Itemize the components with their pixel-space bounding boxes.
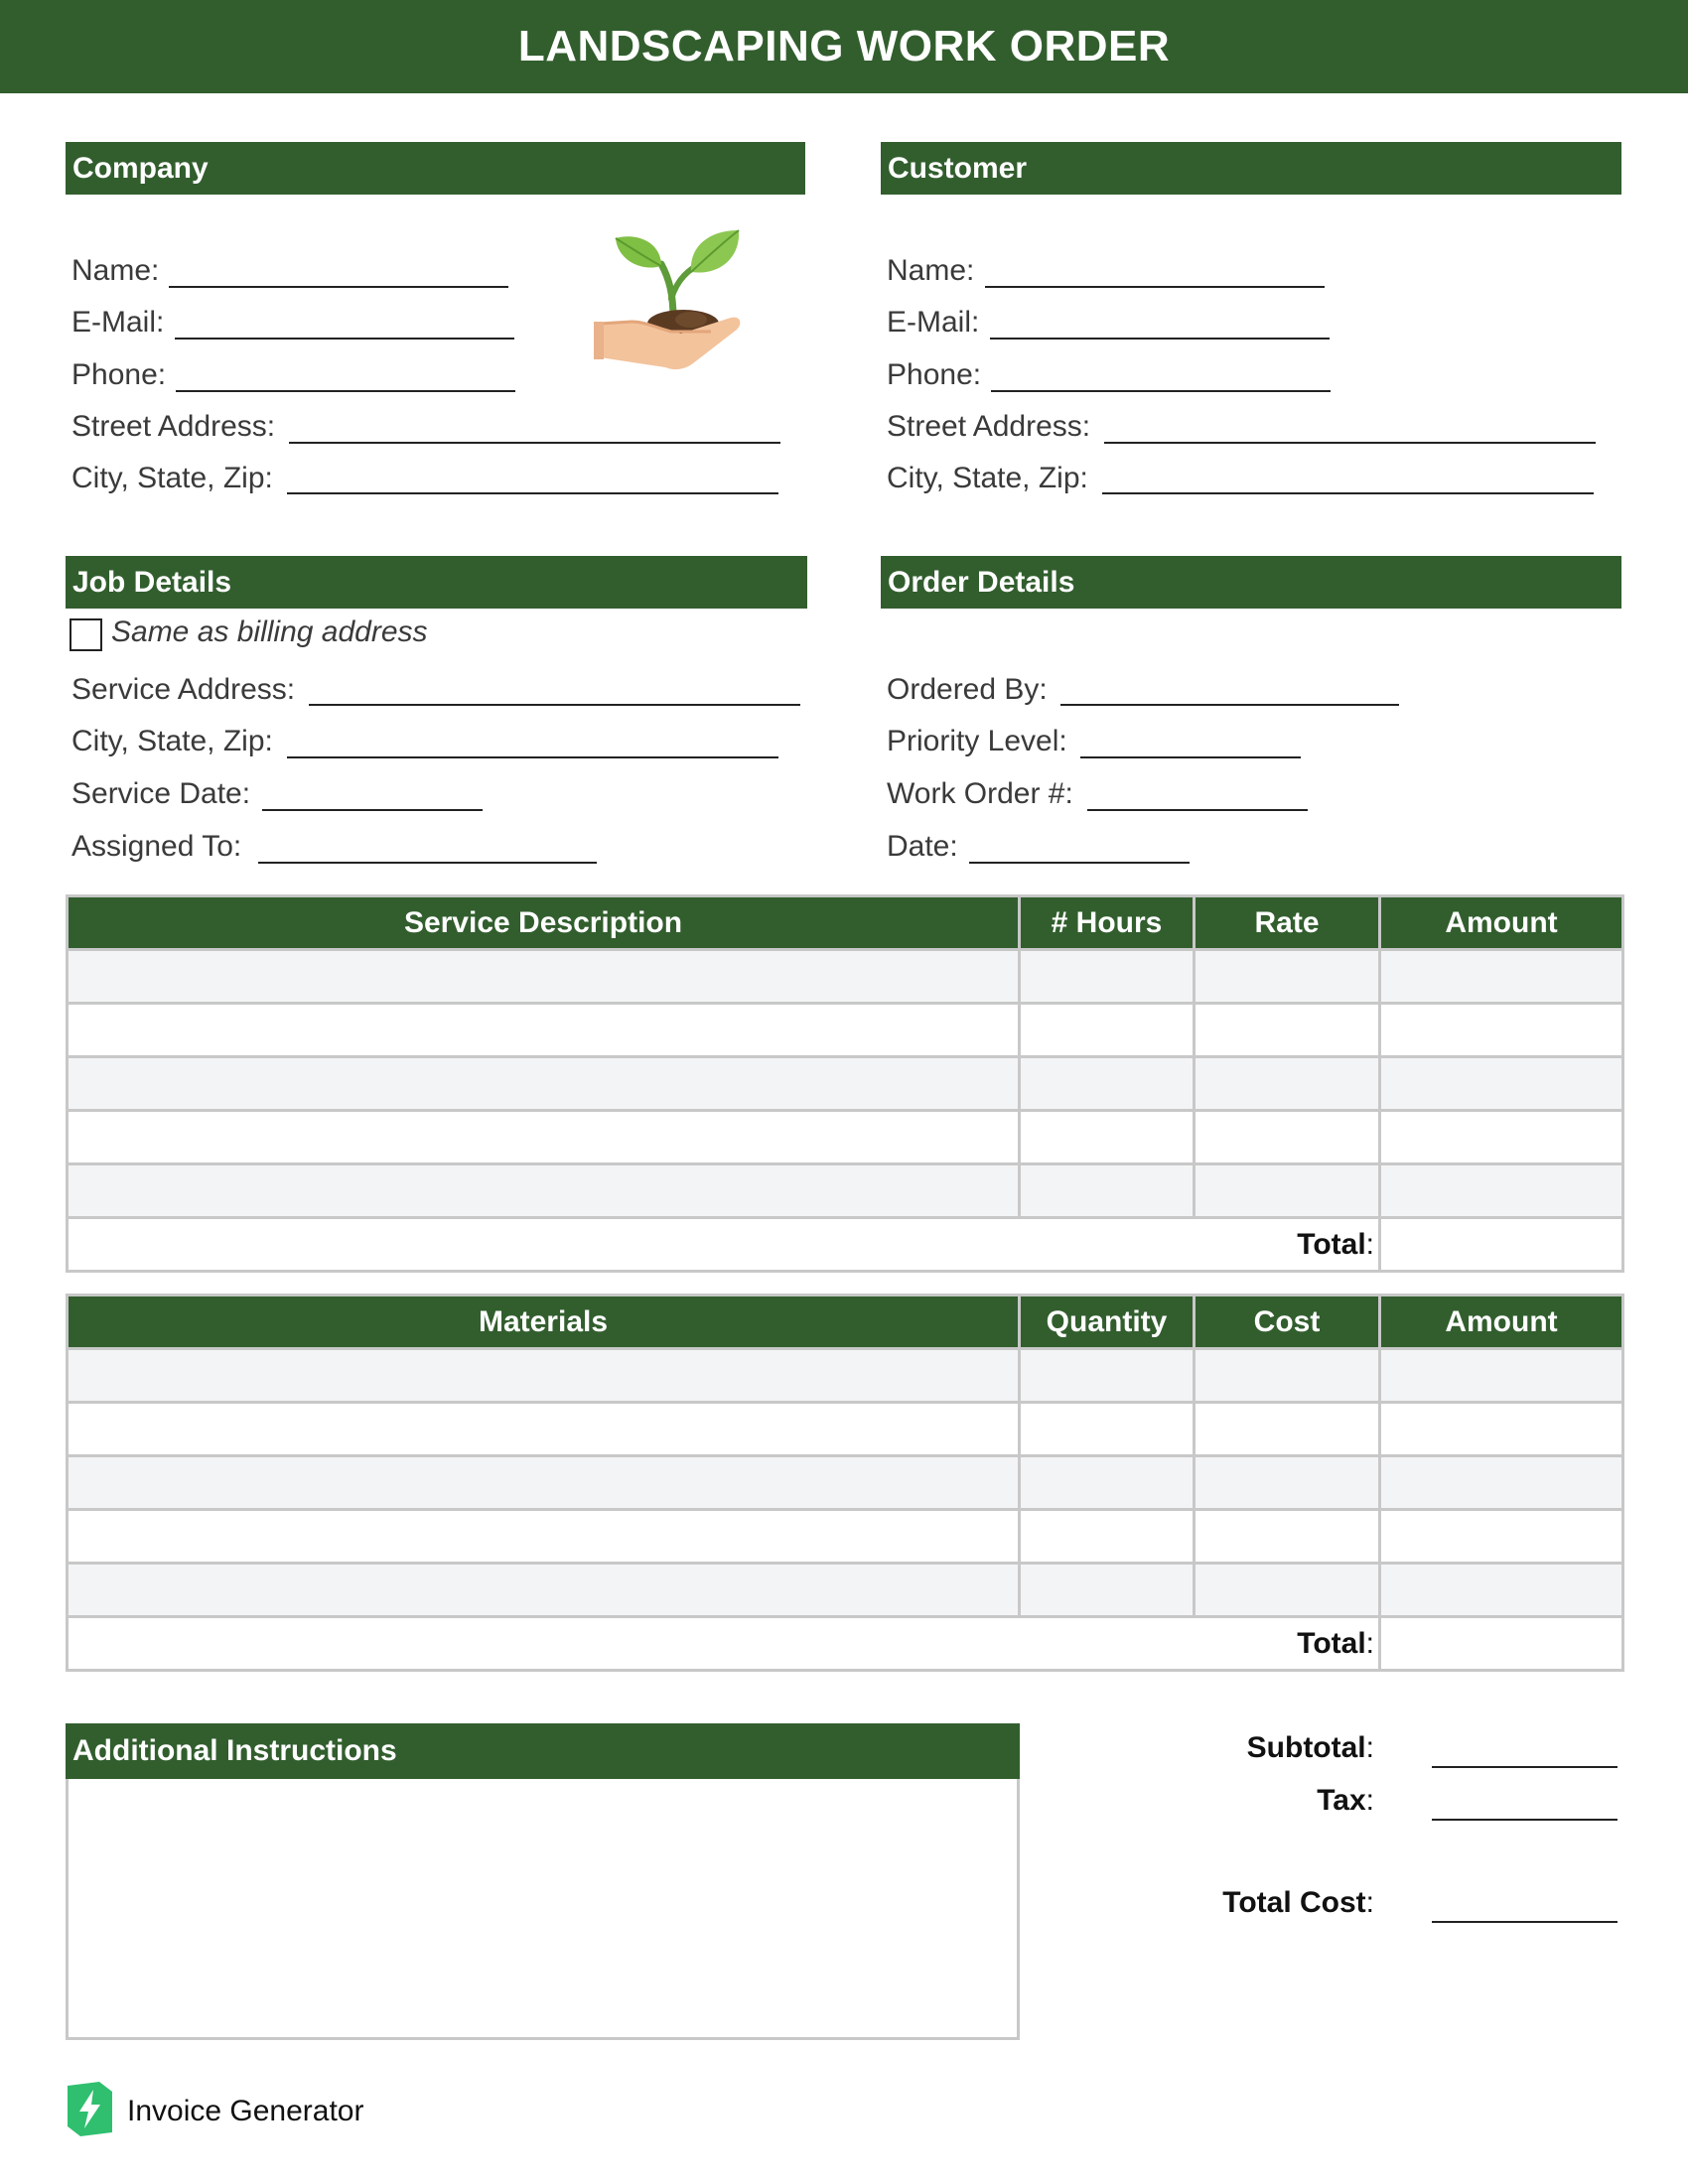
customer-city-field[interactable] (1102, 492, 1594, 494)
order-date-label: Date: (887, 830, 958, 863)
customer-name-label: Name: (887, 254, 975, 287)
cost-cell[interactable] (1195, 1456, 1380, 1510)
additional-instructions-heading: Additional Instructions (66, 1723, 1020, 1779)
priority-level-label: Priority Level: (887, 725, 1067, 757)
services-total-label: Total: (68, 1218, 1380, 1272)
company-phone-field[interactable] (176, 390, 515, 392)
amount-cell[interactable] (1380, 1004, 1623, 1057)
subtotal-label: Subtotal: (1246, 1731, 1374, 1764)
table-row (68, 1164, 1623, 1218)
same-as-billing-checkbox[interactable] (70, 618, 102, 651)
hours-cell[interactable] (1020, 950, 1195, 1004)
col-amount: Amount (1380, 1296, 1623, 1349)
rate-cell[interactable] (1195, 950, 1380, 1004)
job-details-heading: Job Details (66, 556, 807, 609)
cost-cell[interactable] (1195, 1403, 1380, 1456)
rate-cell[interactable] (1195, 1164, 1380, 1218)
invoice-generator-logo-icon (68, 2082, 112, 2136)
service-address-field[interactable] (309, 704, 800, 706)
amount-cell[interactable] (1380, 1510, 1623, 1564)
cost-cell[interactable] (1195, 1349, 1380, 1403)
customer-name-field[interactable] (985, 286, 1325, 288)
service-description-cell[interactable] (68, 1164, 1020, 1218)
table-row (68, 1456, 1623, 1510)
materials-total-row (68, 1617, 1623, 1671)
customer-email-field[interactable] (990, 338, 1330, 340)
order-date-field[interactable] (969, 862, 1190, 864)
subtotal-field[interactable] (1432, 1766, 1618, 1768)
materials-table (66, 1294, 1624, 1672)
table-row (68, 950, 1623, 1004)
company-phone-label: Phone: (71, 358, 167, 391)
material-cell[interactable] (68, 1403, 1020, 1456)
col-hours: # Hours (1020, 896, 1195, 950)
col-amount: Amount (1380, 896, 1623, 950)
company-name-field[interactable] (169, 286, 508, 288)
customer-phone-label: Phone: (887, 358, 982, 391)
col-service-description: Service Description (68, 896, 1020, 950)
brand-name: Invoice Generator (127, 2095, 364, 2127)
amount-cell[interactable] (1380, 1564, 1623, 1617)
rate-cell[interactable] (1195, 1111, 1380, 1164)
customer-heading: Customer (881, 142, 1621, 195)
table-row (68, 1403, 1623, 1456)
services-total-row (68, 1218, 1623, 1272)
service-description-cell[interactable] (68, 1057, 1020, 1111)
customer-phone-field[interactable] (991, 390, 1331, 392)
company-email-field[interactable] (175, 338, 514, 340)
table-row (68, 1564, 1623, 1617)
col-quantity: Quantity (1020, 1296, 1195, 1349)
page-title: LANDSCAPING WORK ORDER (0, 0, 1688, 93)
quantity-cell[interactable] (1020, 1564, 1195, 1617)
service-address-label: Service Address: (71, 673, 296, 706)
service-date-label: Service Date: (71, 777, 251, 810)
material-cell[interactable] (68, 1564, 1020, 1617)
rate-cell[interactable] (1195, 1057, 1380, 1111)
ordered-by-field[interactable] (1060, 704, 1399, 706)
assigned-to-label: Assigned To: (71, 830, 242, 863)
plant-in-hand-icon (592, 224, 751, 381)
customer-street-label: Street Address: (887, 410, 1091, 443)
ordered-by-label: Ordered By: (887, 673, 1048, 706)
amount-cell[interactable] (1380, 1164, 1623, 1218)
cost-cell[interactable] (1195, 1564, 1380, 1617)
company-name-label: Name: (71, 254, 160, 287)
tax-field[interactable] (1432, 1819, 1618, 1821)
material-cell[interactable] (68, 1510, 1020, 1564)
materials-total-label: Total: (68, 1617, 1380, 1671)
order-details-heading: Order Details (881, 556, 1621, 609)
quantity-cell[interactable] (1020, 1456, 1195, 1510)
tax-label: Tax: (1317, 1784, 1374, 1817)
company-email-label: E-Mail: (71, 306, 165, 339)
job-city-label: City, State, Zip: (71, 725, 273, 757)
quantity-cell[interactable] (1020, 1403, 1195, 1456)
amount-cell[interactable] (1380, 1403, 1623, 1456)
table-row (68, 1004, 1623, 1057)
services-total-cell[interactable] (1380, 1218, 1623, 1272)
job-city-field[interactable] (287, 756, 778, 758)
hours-cell[interactable] (1020, 1164, 1195, 1218)
customer-street-field[interactable] (1104, 442, 1596, 444)
service-description-cell[interactable] (68, 1004, 1020, 1057)
amount-cell[interactable] (1380, 1111, 1623, 1164)
quantity-cell[interactable] (1020, 1510, 1195, 1564)
company-city-field[interactable] (287, 492, 778, 494)
services-table (66, 894, 1624, 1273)
service-description-cell[interactable] (68, 950, 1020, 1004)
assigned-to-field[interactable] (258, 862, 597, 864)
material-cell[interactable] (68, 1456, 1020, 1510)
work-order-number-label: Work Order #: (887, 777, 1073, 810)
work-order-number-field[interactable] (1087, 809, 1308, 811)
company-street-label: Street Address: (71, 410, 276, 443)
company-city-label: City, State, Zip: (71, 462, 273, 494)
quantity-cell[interactable] (1020, 1349, 1195, 1403)
col-rate: Rate (1195, 896, 1380, 950)
hours-cell[interactable] (1020, 1004, 1195, 1057)
total-cost-field[interactable] (1432, 1921, 1618, 1923)
hours-cell[interactable] (1020, 1057, 1195, 1111)
amount-cell[interactable] (1380, 1349, 1623, 1403)
col-materials: Materials (68, 1296, 1020, 1349)
company-heading: Company (66, 142, 805, 195)
priority-level-field[interactable] (1080, 756, 1301, 758)
service-date-field[interactable] (262, 809, 483, 811)
same-as-billing-label: Same as billing address (111, 615, 428, 648)
total-cost-label: Total Cost: (1222, 1886, 1374, 1919)
amount-cell[interactable] (1380, 1057, 1623, 1111)
service-description-cell[interactable] (68, 1111, 1020, 1164)
hours-cell[interactable] (1020, 1111, 1195, 1164)
material-cell[interactable] (68, 1349, 1020, 1403)
rate-cell[interactable] (1195, 1004, 1380, 1057)
table-row (68, 1111, 1623, 1164)
customer-email-label: E-Mail: (887, 306, 980, 339)
materials-total-cell[interactable] (1380, 1617, 1623, 1671)
cost-cell[interactable] (1195, 1510, 1380, 1564)
amount-cell[interactable] (1380, 1456, 1623, 1510)
table-row (68, 1510, 1623, 1564)
table-row (68, 1057, 1623, 1111)
col-cost: Cost (1195, 1296, 1380, 1349)
customer-city-label: City, State, Zip: (887, 462, 1088, 494)
company-street-field[interactable] (289, 442, 780, 444)
table-row (68, 1349, 1623, 1403)
amount-cell[interactable] (1380, 950, 1623, 1004)
